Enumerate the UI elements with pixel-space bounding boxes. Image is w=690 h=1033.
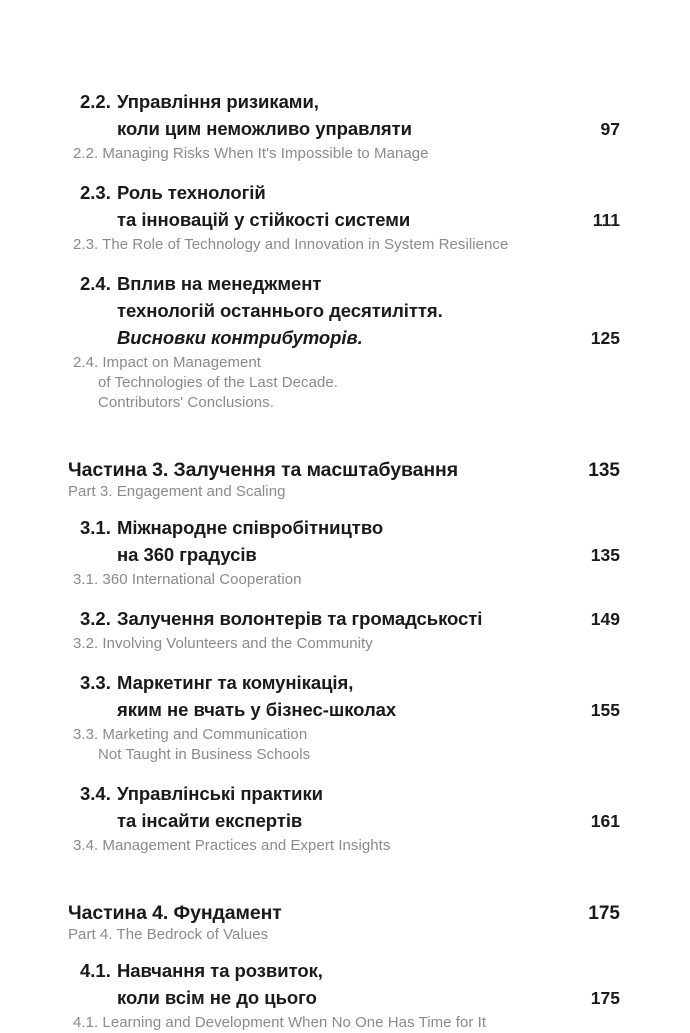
- toc-en-line: 2.3. The Role of Technology and Innovation in System Resilience: [73, 236, 509, 253]
- page-number[interactable]: 111: [592, 210, 620, 230]
- toc-entry-number: 3.2.: [80, 608, 111, 629]
- page-number[interactable]: 97: [600, 119, 620, 139]
- toc-section-part2-entries: [68, 88, 620, 413]
- toc-entry-en: [68, 725, 620, 765]
- toc-entry-ua: [68, 780, 620, 835]
- toc-entry-number: 2.2.: [80, 91, 111, 112]
- toc-entry-number: 4.1.: [80, 960, 111, 981]
- toc-entry[interactable]: [68, 88, 620, 164]
- toc-entry-ua: [68, 270, 620, 352]
- toc-entry-titles: [117, 179, 620, 234]
- toc-entry-number: 2.4.: [80, 273, 111, 294]
- toc-entry-titles: [117, 605, 620, 633]
- toc-entry-titles: [117, 957, 620, 1012]
- toc-en-line: 3.1. 360 International Cooperation: [73, 571, 302, 588]
- part-title-en: Part 4. The Bedrock of Values: [68, 926, 269, 943]
- toc-entry[interactable]: [68, 605, 620, 654]
- toc-title-text: на 360 градусів: [117, 544, 257, 565]
- page-number[interactable]: 155: [590, 700, 620, 720]
- toc-title-line: [117, 984, 620, 1012]
- toc-title-text: Роль технологій: [117, 182, 266, 203]
- toc-entry-titles: [117, 88, 620, 143]
- toc-entry[interactable]: [68, 669, 620, 765]
- toc-title-line: [117, 669, 620, 696]
- toc-title-text: коли всім не до цього: [117, 987, 317, 1008]
- toc-title-line: [117, 270, 620, 297]
- toc-entry-number: 3.1.: [80, 517, 111, 538]
- toc-title-line: [117, 514, 620, 541]
- toc-title-line: [117, 179, 620, 206]
- toc-title-text-italic: Висновки контрибуторів.: [117, 327, 363, 348]
- part-title-en: Part 3. Engagement and Scaling: [68, 483, 286, 500]
- toc-entry-en: [68, 144, 620, 164]
- toc-title-line: [117, 115, 620, 143]
- toc-title-line: [117, 605, 620, 633]
- part-title: Частина 4. Фундамент: [68, 902, 282, 924]
- toc-title-text: Вплив на менеджмент: [117, 273, 322, 294]
- toc-title-line: [117, 807, 620, 835]
- page-number[interactable]: 149: [590, 609, 620, 629]
- toc-title-text: яким не вчать у бізнес-школах: [117, 699, 397, 720]
- page-number[interactable]: 175: [590, 988, 620, 1008]
- toc-title-text: та інсайти експертів: [117, 810, 303, 831]
- toc-entry-number: 3.3.: [80, 672, 111, 693]
- toc-section-part3-entries: [68, 514, 620, 856]
- toc-en-line: of Technologies of the Last Decade.: [98, 374, 338, 391]
- toc-section-part4-entries: [68, 957, 620, 1033]
- toc-entry-ua: [68, 179, 620, 234]
- toc-entry-en: [68, 836, 620, 856]
- toc-entry-en: [68, 570, 620, 590]
- toc-en-line: Not Taught in Business Schools: [98, 746, 311, 763]
- toc-title-line: [117, 324, 620, 352]
- toc-entry-en: [68, 235, 620, 255]
- toc-title-text: Навчання та розвиток,: [117, 960, 323, 981]
- toc-entry-ua: [68, 605, 620, 633]
- toc-title-text: Маркетинг та комунікація,: [117, 672, 354, 693]
- toc-entry[interactable]: [68, 957, 620, 1033]
- toc-title-line: [117, 957, 620, 984]
- page-number[interactable]: 125: [590, 328, 620, 348]
- toc-title-line: [117, 88, 620, 115]
- part-heading-part3[interactable]: [68, 459, 620, 500]
- toc-title-text: та інновацій у стійкості системи: [117, 209, 411, 230]
- part-title: Частина 3. Залучення та масштабування: [68, 459, 458, 481]
- toc-en-line: 3.4. Management Practices and Expert Insights: [73, 837, 391, 854]
- toc-entry-ua: [68, 957, 620, 1012]
- toc-title-line: [117, 541, 620, 569]
- toc-title-text: технологій останнього десятиліття.: [117, 300, 443, 321]
- toc-entry-titles: [117, 514, 620, 569]
- toc-entry-number: 3.4.: [80, 783, 111, 804]
- toc-title-line: [117, 780, 620, 807]
- toc-entry-en: [68, 1013, 620, 1033]
- page-number[interactable]: 161: [590, 811, 620, 831]
- toc-entry-ua: [68, 514, 620, 569]
- toc-title-text: Управління ризиками,: [117, 91, 319, 112]
- page-number[interactable]: 135: [590, 545, 620, 565]
- toc-title-line: [117, 297, 620, 324]
- toc-entry[interactable]: [68, 780, 620, 856]
- toc-en-line: 3.3. Marketing and Communication: [73, 726, 308, 743]
- toc-en-line: 4.1. Learning and Development When No One Has Time for It: [73, 1014, 487, 1031]
- toc-entry[interactable]: [68, 179, 620, 255]
- toc-entry-ua: [68, 669, 620, 724]
- part-page-number[interactable]: 175: [588, 903, 620, 924]
- toc-entry-en: [68, 634, 620, 654]
- toc-en-line: 2.4. Impact on Management: [73, 354, 262, 371]
- toc-en-line: Contributors' Conclusions.: [98, 394, 274, 411]
- part-title-row: [68, 902, 620, 925]
- toc-title-text: Міжнародне співробітництво: [117, 517, 384, 538]
- part-title-row: [68, 459, 620, 482]
- part-page-number[interactable]: 135: [588, 460, 620, 481]
- toc-entry-titles: [117, 270, 620, 352]
- toc-entry-titles: [117, 669, 620, 724]
- toc-title-text: коли цим неможливо управляти: [117, 118, 412, 139]
- toc-entry-number: 2.3.: [80, 182, 111, 203]
- toc-en-line: 2.2. Managing Risks When It's Impossible to Manage: [73, 145, 429, 162]
- part-heading-part4[interactable]: [68, 902, 620, 943]
- toc-entry-titles: [117, 780, 620, 835]
- toc-title-line: [117, 206, 620, 234]
- toc-entry-en: [68, 353, 620, 413]
- toc-title-line: [117, 696, 620, 724]
- toc-entry[interactable]: [68, 514, 620, 590]
- toc-entry-ua: [68, 88, 620, 143]
- toc-title-text: Залучення волонтерів та громадськості: [117, 608, 483, 629]
- toc-title-text: Управлінські практики: [117, 783, 324, 804]
- toc-entry[interactable]: [68, 270, 620, 413]
- toc-en-line: 3.2. Involving Volunteers and the Community: [73, 635, 373, 652]
